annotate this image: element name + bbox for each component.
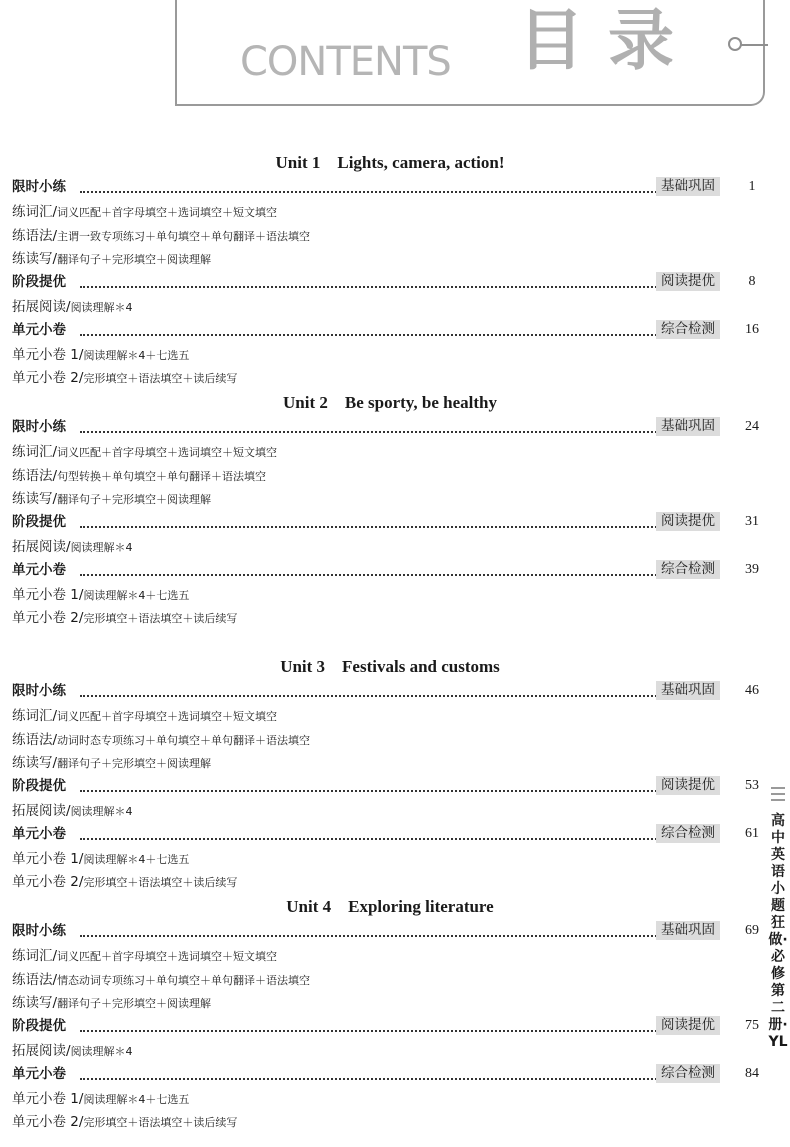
subline-lead: 单元小卷 1/ — [12, 1090, 84, 1107]
toc-subline — [12, 224, 712, 248]
toc-section-row[interactable] — [12, 319, 772, 341]
section-label: 限时小练 — [12, 416, 68, 438]
section-tag: 综合检测 — [656, 320, 720, 339]
toc-subline — [12, 751, 712, 775]
page-number: 16 — [745, 321, 759, 337]
section-tag: 基础巩固 — [656, 417, 720, 436]
page-number: 53 — [745, 778, 759, 794]
toc-section-row[interactable] — [12, 1015, 772, 1037]
subline-detail: 词义匹配＋首字母填空＋选词填空＋短文填空 — [57, 709, 278, 723]
subline-lead: 拓展阅读/ — [12, 803, 71, 819]
subline-lead: 单元小卷 2/ — [12, 370, 84, 387]
subline-detail: 完形填空＋语法填空＋读后续写 — [83, 876, 238, 890]
toc-section-row[interactable] — [12, 176, 772, 198]
subline-detail: 翻译句子＋完形填空＋阅读理解 — [57, 757, 212, 771]
subline-detail: 句型转换＋单句填空＋单句翻译＋语法填空 — [57, 469, 267, 483]
dot-leader — [80, 935, 660, 937]
subline-lead: 拓展阅读/ — [12, 299, 71, 315]
page-number: 1 — [748, 179, 756, 194]
side-dash — [771, 793, 785, 795]
toc-subline — [12, 944, 712, 968]
section-tag: 阅读提优 — [656, 272, 720, 291]
section-label: 单元小卷 — [12, 1063, 68, 1085]
unit-title: Unit 4 Exploring literature — [286, 897, 494, 916]
dot-leader — [80, 191, 660, 193]
unit-title: Unit 3 Festivals and customs — [280, 657, 500, 676]
subline-detail: 翻译句子＋完形填空＋阅读理解 — [57, 253, 212, 267]
section-tag: 基础巩固 — [656, 921, 720, 940]
subline-detail: 词义匹配＋首字母填空＋选词填空＋短文填空 — [57, 949, 278, 963]
book-title-vertical: 高中英语 小题狂做·必修第二册·YL — [768, 813, 788, 1050]
subline-lead: 单元小卷 2/ — [12, 610, 84, 627]
page-number: 69 — [745, 923, 759, 938]
section-tag: 基础巩固 — [656, 681, 720, 700]
section-label: 阶段提优 — [12, 511, 68, 533]
subline-lead: 练读写/ — [12, 755, 58, 772]
section-label: 单元小卷 — [12, 319, 68, 341]
subline-detail: 动词时态专项练习＋单句填空＋单句翻译＋语法填空 — [57, 733, 311, 747]
dot-leader — [80, 431, 660, 433]
subline-lead: 练读写/ — [12, 995, 58, 1012]
toc-subline — [12, 991, 712, 1015]
header — [0, 0, 790, 120]
subline-detail: 阅读理解＊4 — [70, 301, 133, 314]
dot-leader — [80, 334, 660, 336]
subline-detail: 词义匹配＋首字母填空＋选词填空＋短文填空 — [57, 205, 278, 219]
section-tag: 基础巩固 — [656, 177, 720, 196]
subline-lead: 单元小卷 2/ — [12, 874, 84, 891]
subline-detail: 阅读理解＊4＋七选五 — [83, 588, 190, 602]
page-number: 31 — [745, 514, 759, 530]
toc-subline — [12, 1087, 712, 1111]
section-label: 限时小练 — [12, 680, 68, 702]
unit-title: Unit 2 Be sporty, be healthy — [283, 393, 497, 412]
page-number: 46 — [745, 683, 759, 698]
page-number: 39 — [745, 561, 759, 577]
dot-leader — [80, 838, 660, 840]
subline-detail: 阅读理解＊4 — [70, 541, 133, 554]
subline-detail: 翻译句子＋完形填空＋阅读理解 — [57, 493, 212, 507]
side-dash — [771, 787, 785, 789]
section-tag: 综合检测 — [656, 560, 720, 579]
section-tag: 阅读提优 — [656, 1016, 720, 1035]
toc-subline — [12, 295, 712, 319]
subline-detail: 阅读理解＊4＋七选五 — [83, 852, 190, 866]
toc-subline — [12, 847, 712, 871]
toc-section-row[interactable] — [12, 416, 772, 438]
subline-detail: 词义匹配＋首字母填空＋选词填空＋短文填空 — [57, 445, 278, 459]
section-label: 限时小练 — [12, 176, 68, 198]
subline-lead: 单元小卷 2/ — [12, 1114, 84, 1131]
subline-detail: 阅读理解＊4＋七选五 — [83, 348, 190, 362]
toc-subline — [12, 870, 712, 894]
subline-lead: 练词汇/ — [12, 947, 58, 964]
subline-lead: 练语法/ — [12, 467, 58, 484]
dot-leader — [80, 1030, 660, 1032]
subline-lead: 练词汇/ — [12, 707, 58, 724]
subline-lead: 练语法/ — [12, 971, 58, 988]
side-dash — [771, 799, 785, 801]
page-number: 24 — [745, 419, 759, 434]
page-number: 84 — [745, 1065, 759, 1081]
subline-detail: 主谓一致专项练习＋单句填空＋单句翻译＋语法填空 — [57, 229, 311, 243]
toc-subline — [12, 728, 712, 752]
toc-section-row[interactable] — [12, 1063, 772, 1085]
section-label: 阶段提优 — [12, 1015, 68, 1037]
subline-lead: 拓展阅读/ — [12, 539, 71, 555]
dot-leader — [80, 574, 660, 576]
page-number: 61 — [745, 825, 759, 841]
subline-detail: 阅读理解＊4 — [70, 805, 133, 818]
toc-section-row[interactable] — [12, 680, 772, 702]
toc-subline — [12, 583, 712, 607]
toc-section-row[interactable] — [12, 920, 772, 942]
section-tag: 阅读提优 — [656, 512, 720, 531]
subline-lead: 单元小卷 1/ — [12, 346, 84, 363]
side-label — [766, 783, 790, 1138]
toc-subline — [12, 1110, 712, 1134]
section-label: 阶段提优 — [12, 775, 68, 797]
toc-subline — [12, 247, 712, 271]
subline-detail: 阅读理解＊4 — [70, 1045, 133, 1058]
toc-subline — [12, 535, 712, 559]
toc-subline — [12, 704, 712, 728]
subline-lead: 练词汇/ — [12, 443, 58, 460]
contents-heading: CONTENTS — [240, 39, 451, 85]
subline-lead: 练语法/ — [12, 227, 58, 244]
section-tag: 综合检测 — [656, 1064, 720, 1083]
subline-lead: 练读写/ — [12, 251, 58, 268]
dot-leader — [80, 526, 660, 528]
dot-leader — [80, 286, 660, 288]
subline-detail: 完形填空＋语法填空＋读后续写 — [83, 372, 238, 386]
section-tag: 综合检测 — [656, 824, 720, 843]
toc-subline — [12, 1039, 712, 1063]
ring-decoration-line — [740, 44, 768, 46]
toc-subline — [12, 440, 712, 464]
subline-detail: 阅读理解＊4＋七选五 — [83, 1092, 190, 1106]
dot-leader — [80, 695, 660, 697]
toc-subline — [12, 968, 712, 992]
toc-section-row[interactable] — [12, 775, 772, 797]
section-label: 限时小练 — [12, 920, 68, 942]
section-label: 单元小卷 — [12, 559, 68, 581]
toc-subline — [12, 366, 712, 390]
toc-subline — [12, 606, 712, 630]
subline-lead: 单元小卷 1/ — [12, 586, 84, 603]
subline-lead: 单元小卷 1/ — [12, 850, 84, 867]
unit-title: Unit 1 Lights, camera, action! — [275, 153, 505, 172]
section-label: 阶段提优 — [12, 271, 68, 293]
page-number: 75 — [745, 1018, 759, 1034]
subline-lead: 拓展阅读/ — [12, 1043, 71, 1059]
subline-detail: 完形填空＋语法填空＋读后续写 — [83, 1116, 238, 1130]
dot-leader — [80, 1078, 660, 1080]
toc-subline — [12, 464, 712, 488]
page-number: 8 — [748, 274, 756, 290]
section-label: 单元小卷 — [12, 823, 68, 845]
toc-subline — [12, 487, 712, 511]
subline-detail: 翻译句子＋完形填空＋阅读理解 — [57, 997, 212, 1011]
toc-section-row[interactable] — [12, 559, 772, 581]
toc-section-row[interactable] — [12, 511, 772, 533]
toc-subline — [12, 200, 712, 224]
subline-detail: 情态动词专项练习＋单句填空＋单句翻译＋语法填空 — [57, 973, 311, 987]
subline-lead: 练语法/ — [12, 731, 58, 748]
subline-lead: 练读写/ — [12, 491, 58, 508]
toc-section-row[interactable] — [12, 271, 772, 293]
dot-leader — [80, 790, 660, 792]
toc-section-row[interactable] — [12, 823, 772, 845]
section-tag: 阅读提优 — [656, 776, 720, 795]
subline-lead: 练词汇/ — [12, 203, 58, 220]
toc-subline — [12, 343, 712, 367]
toc-subline — [12, 799, 712, 823]
subline-detail: 完形填空＋语法填空＋读后续写 — [83, 612, 238, 626]
page-title: 目录 — [518, 2, 698, 79]
